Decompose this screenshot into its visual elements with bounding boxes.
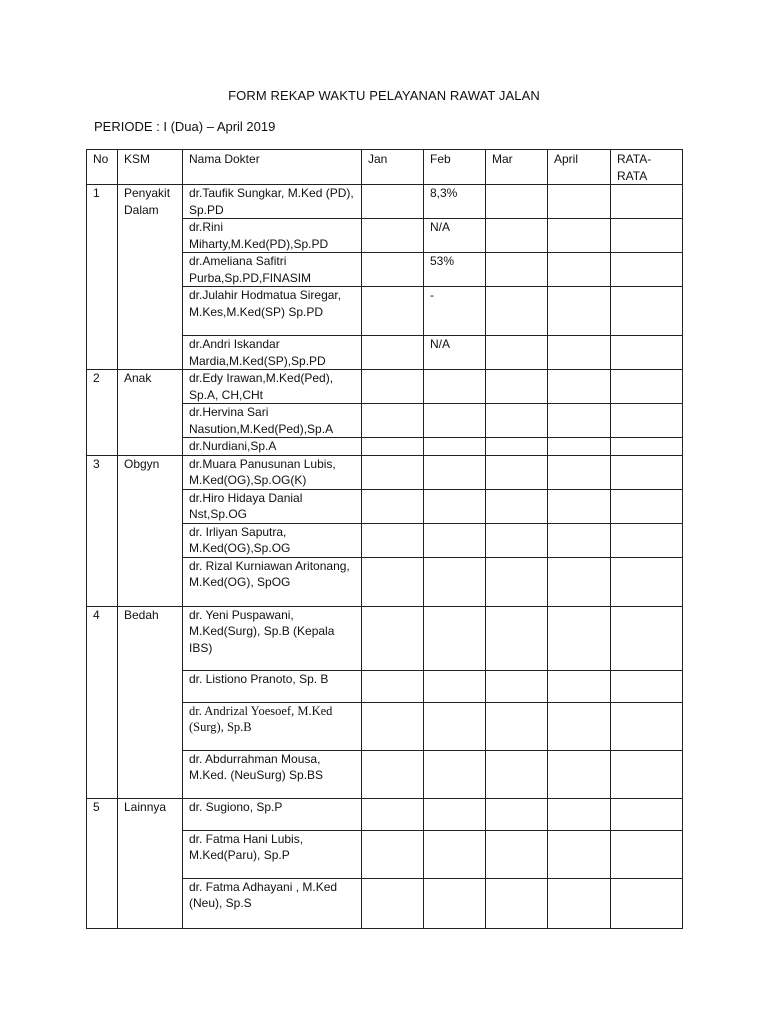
table-row [87,878,683,928]
cell-no [87,489,118,523]
cell-mar [486,750,548,798]
cell-mar [486,606,548,670]
cell-april [548,523,611,557]
cell-mar [486,253,548,287]
cell-april [548,557,611,606]
cell-feb [424,370,486,404]
cell-no [87,404,118,438]
column-header-no: No [87,150,118,185]
table-row [87,702,683,750]
cell-nama-dokter: dr. Irliyan Saputra, M.Ked(OG),Sp.OG [183,523,362,557]
cell-rata-rata [611,219,683,253]
cell-no [87,557,118,606]
cell-april [548,185,611,219]
cell-rata-rata [611,557,683,606]
cell-ksm [118,404,183,438]
cell-rata-rata [611,370,683,404]
cell-feb [424,557,486,606]
form-title: FORM REKAP WAKTU PELAYANAN RAWAT JALAN [228,88,540,103]
cell-ksm: Lainnya [118,798,183,830]
cell-april [548,438,611,456]
cell-feb [424,455,486,489]
cell-mar [486,523,548,557]
cell-april [548,702,611,750]
column-header-feb: Feb [424,150,486,185]
cell-feb: 53% [424,253,486,287]
table-row [87,219,683,253]
cell-mar [486,404,548,438]
cell-mar [486,185,548,219]
table-row [87,404,683,438]
cell-mar [486,670,548,702]
cell-ksm [118,670,183,702]
cell-no [87,670,118,702]
cell-rata-rata [611,185,683,219]
header-row [87,150,683,185]
table-row [87,489,683,523]
cell-nama-dokter: dr.Edy Irawan,M.Ked(Ped), Sp.A, CH,CHt [183,370,362,404]
table-row [87,523,683,557]
cell-mar [486,702,548,750]
cell-no [87,287,118,336]
cell-no [87,830,118,878]
cell-jan [362,438,424,456]
cell-no: 2 [87,370,118,404]
cell-jan [362,455,424,489]
cell-rata-rata [611,523,683,557]
cell-mar [486,830,548,878]
cell-jan [362,798,424,830]
cell-april [548,489,611,523]
cell-rata-rata [611,702,683,750]
cell-rata-rata [611,670,683,702]
cell-nama-dokter: dr. Andrizal Yoesoef, M.Ked (Surg), Sp.B [183,702,362,750]
cell-rata-rata [611,798,683,830]
table-row [87,253,683,287]
cell-rata-rata [611,438,683,456]
cell-feb: N/A [424,219,486,253]
cell-rata-rata [611,750,683,798]
cell-no [87,702,118,750]
cell-no [87,438,118,456]
cell-mar [486,455,548,489]
cell-feb [424,404,486,438]
table-row [87,455,683,489]
cell-no: 4 [87,606,118,670]
cell-nama-dokter: dr.Muara Panusunan Lubis, M.Ked(OG),Sp.OG(K) [183,455,362,489]
cell-mar [486,438,548,456]
cell-april [548,878,611,928]
cell-april [548,798,611,830]
cell-jan [362,404,424,438]
cell-rata-rata [611,287,683,336]
column-header-nama-dokter: Nama Dokter [183,150,362,185]
cell-feb [424,750,486,798]
cell-rata-rata [611,404,683,438]
cell-mar [486,370,548,404]
cell-jan [362,287,424,336]
cell-mar [486,287,548,336]
cell-feb [424,670,486,702]
cell-april [548,455,611,489]
cell-april [548,750,611,798]
table-row [87,606,683,670]
cell-nama-dokter: dr. Listiono Pranoto, Sp. B [183,670,362,702]
cell-mar [486,219,548,253]
table-row [87,438,683,456]
cell-ksm [118,702,183,750]
cell-nama-dokter: dr.Hervina Sari Nasution,M.Ked(Ped),Sp.A [183,404,362,438]
table-row [87,750,683,798]
cell-april [548,219,611,253]
cell-nama-dokter: dr.Ameliana Safitri Purba,Sp.PD,FINASIM [183,253,362,287]
cell-rata-rata [611,830,683,878]
cell-april [548,606,611,670]
cell-no [87,523,118,557]
cell-april [548,336,611,370]
cell-no: 3 [87,455,118,489]
table-row [87,830,683,878]
cell-nama-dokter: dr.Rini Miharty,M.Ked(PD),Sp.PD [183,219,362,253]
cell-no [87,750,118,798]
cell-rata-rata [611,455,683,489]
cell-jan [362,370,424,404]
cell-feb [424,438,486,456]
cell-no [87,253,118,287]
cell-jan [362,185,424,219]
cell-mar [486,798,548,830]
table-row [87,798,683,830]
cell-feb [424,830,486,878]
cell-jan [362,557,424,606]
cell-ksm [118,557,183,606]
cell-jan [362,489,424,523]
column-header-april: April [548,150,611,185]
cell-nama-dokter: dr. Abdurrahman Mousa, M.Ked. (NeuSurg) Sp.BS [183,750,362,798]
periode-label: PERIODE : I (Dua) – April 2019 [94,119,276,134]
cell-ksm: Penyakit Dalam [118,185,183,219]
cell-april [548,404,611,438]
cell-feb [424,523,486,557]
cell-april [548,830,611,878]
cell-jan [362,606,424,670]
table-row [87,370,683,404]
cell-ksm: Bedah [118,606,183,670]
cell-feb [424,878,486,928]
cell-ksm: Anak [118,370,183,404]
cell-jan [362,830,424,878]
cell-jan [362,878,424,928]
cell-ksm [118,750,183,798]
table-row [87,336,683,370]
rekap-table [86,149,683,929]
cell-nama-dokter: dr.Hiro Hidaya Danial Nst,Sp.OG [183,489,362,523]
table-row [87,670,683,702]
cell-april [548,253,611,287]
cell-mar [486,336,548,370]
cell-rata-rata [611,489,683,523]
cell-april [548,287,611,336]
cell-jan [362,670,424,702]
table-row [87,287,683,336]
cell-ksm [118,830,183,878]
cell-nama-dokter: dr.Julahir Hodmatua Siregar, M.Kes,M.Ked(SP) Sp.PD [183,287,362,336]
cell-feb [424,606,486,670]
cell-feb: 8,3% [424,185,486,219]
cell-jan [362,219,424,253]
cell-mar [486,557,548,606]
cell-ksm [118,219,183,253]
cell-ksm [118,878,183,928]
cell-feb [424,489,486,523]
cell-ksm [118,438,183,456]
cell-no: 5 [87,798,118,830]
cell-april [548,370,611,404]
cell-nama-dokter: dr. Fatma Adhayani , M.Ked (Neu), Sp.S [183,878,362,928]
cell-ksm [118,336,183,370]
cell-no [87,219,118,253]
cell-jan [362,253,424,287]
table-row [87,185,683,219]
cell-ksm [118,253,183,287]
cell-jan [362,336,424,370]
cell-nama-dokter: dr.Andri Iskandar Mardia,M.Ked(SP),Sp.PD [183,336,362,370]
cell-feb [424,702,486,750]
cell-nama-dokter: dr. Yeni Puspawani, M.Ked(Surg), Sp.B (Kepala IBS) [183,606,362,670]
cell-rata-rata [611,336,683,370]
column-header-ksm: KSM [118,150,183,185]
cell-ksm: Obgyn [118,455,183,489]
table-body [87,185,683,929]
cell-rata-rata [611,606,683,670]
cell-nama-dokter: dr.Taufik Sungkar, M.Ked (PD), Sp.PD [183,185,362,219]
cell-jan [362,702,424,750]
cell-ksm [118,523,183,557]
column-header-rata-rata: RATA-RATA [611,150,683,185]
cell-jan [362,523,424,557]
cell-nama-dokter: dr. Rizal Kurniawan Aritonang, M.Ked(OG), SpOG [183,557,362,606]
cell-rata-rata [611,878,683,928]
cell-no: 1 [87,185,118,219]
cell-feb [424,798,486,830]
table-row [87,557,683,606]
cell-ksm [118,287,183,336]
cell-nama-dokter: dr. Fatma Hani Lubis, M.Ked(Paru), Sp.P [183,830,362,878]
cell-nama-dokter: dr. Sugiono, Sp.P [183,798,362,830]
cell-mar [486,878,548,928]
cell-mar [486,489,548,523]
cell-no [87,336,118,370]
cell-no [87,878,118,928]
cell-feb: - [424,287,486,336]
cell-nama-dokter: dr.Nurdiani,Sp.A [183,438,362,456]
cell-rata-rata [611,253,683,287]
cell-april [548,670,611,702]
column-header-mar: Mar [486,150,548,185]
column-header-jan: Jan [362,150,424,185]
cell-jan [362,750,424,798]
cell-feb: N/A [424,336,486,370]
cell-ksm [118,489,183,523]
